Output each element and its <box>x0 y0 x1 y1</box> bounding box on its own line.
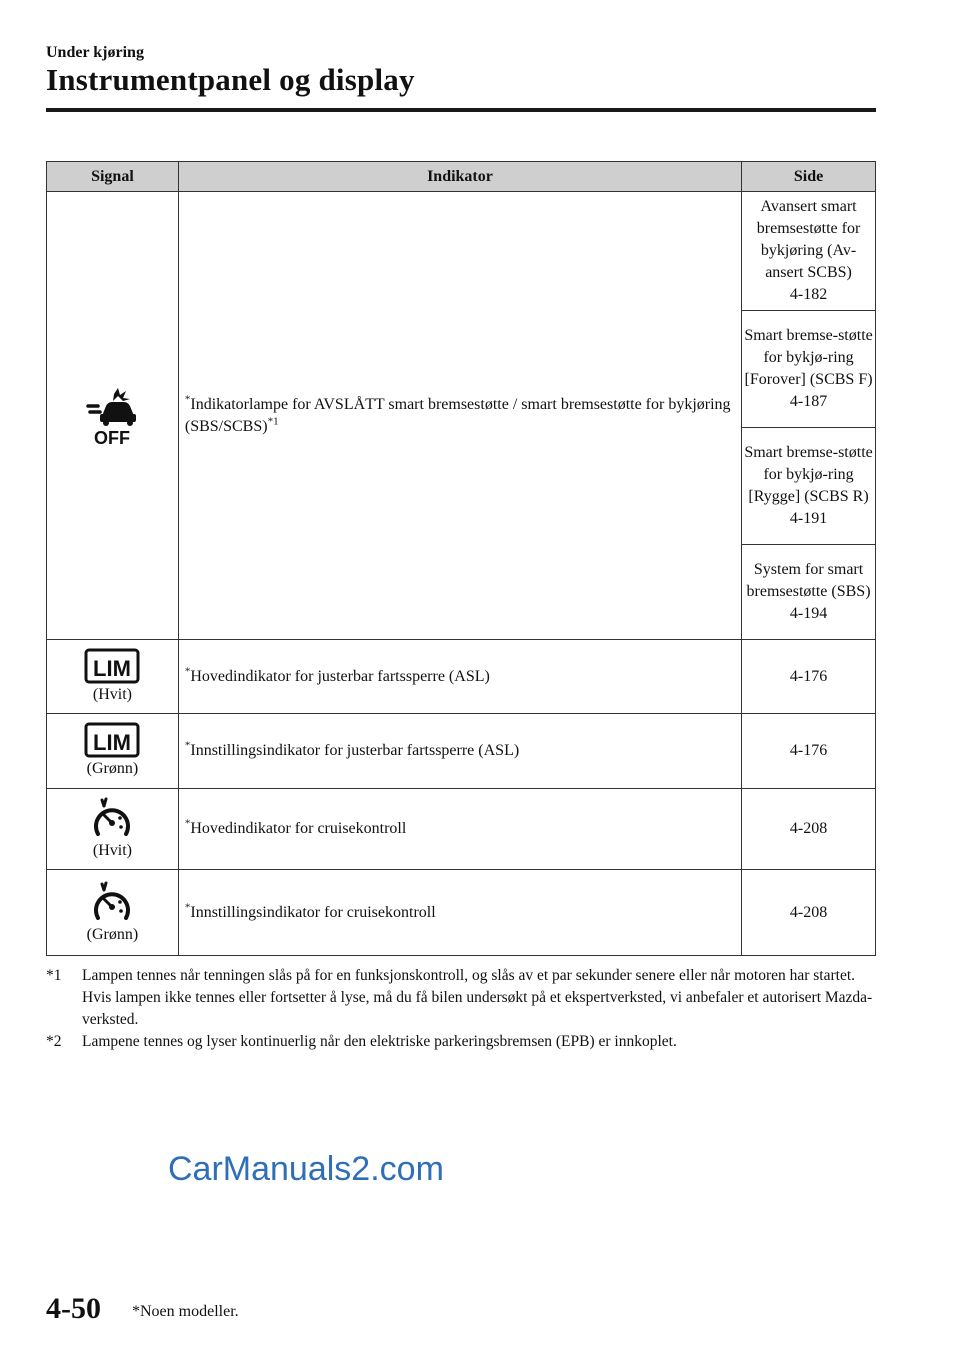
footnote-text: Lampen tennes når tenningen slås på for en funksjonskontroll, og slås av et par sekunder senere eller når motoren har startet. Hvis lampen ikke tennes eller fortsetter å lyse, må du få bilen undersøkt på et ekspertverksted, vi anbefaler et autorisert Mazda-verksted. <box>82 967 873 1028</box>
signal-cell <box>47 640 179 714</box>
side-cell: 4-208 <box>742 789 876 870</box>
lim-icon <box>84 722 140 758</box>
footnote <box>46 1031 876 1053</box>
indicator-cell: *Hovedindikator for justerbar fartssperre (ASL) <box>178 640 741 714</box>
cruise-control-icon <box>90 880 134 924</box>
footnote <box>46 965 876 1031</box>
table-row <box>47 192 876 311</box>
color-label: (Hvit) <box>92 685 132 703</box>
table-row <box>47 714 876 789</box>
page-number: 4-50 <box>46 1292 101 1325</box>
side-cell: 4-176 <box>742 714 876 789</box>
watermark: CarManuals2.com <box>168 1150 444 1188</box>
indicator-cell: *Innstillingsindikator for justerbar fartssperre (ASL) <box>178 714 741 789</box>
signal-cell <box>47 870 179 956</box>
table-row <box>47 870 876 956</box>
header-indikator: Indikator <box>178 162 741 192</box>
signal-cell <box>47 714 179 789</box>
side-cell: Avansert smart bremsestøtte for bykjøring (Av-ansert SCBS) 4-182 <box>742 192 876 311</box>
svg-text:LIM: LIM <box>93 730 132 755</box>
header-side: Side <box>742 162 876 192</box>
section-label: Under kjøring <box>46 44 144 61</box>
indicator-cell: *Indikatorlampe for AVSLÅTT smart bremsestøtte / smart bremsestøtte for bykjøring (SBS/SCBS)$^{*1}$ <box>178 192 741 640</box>
page-title: Instrumentpanel og display <box>46 62 415 97</box>
footnote-mark: *1 <box>46 967 62 984</box>
side-cell: Smart bremse-støtte for bykjø-ring [Rygge] (SCBS R) 4-191 <box>742 428 876 545</box>
color-label: (Grønn) <box>86 925 139 943</box>
signal-table <box>46 161 876 956</box>
cruise-control-icon <box>90 796 134 840</box>
color-label: (Hvit) <box>92 842 132 859</box>
lim-icon <box>84 648 140 684</box>
signal-cell <box>47 789 179 870</box>
header-signal: Signal <box>47 162 179 192</box>
footnote-mark: *2 <box>46 1033 62 1050</box>
footer-note: *Noen modeller. <box>132 1303 239 1320</box>
side-cell: 4-208 <box>742 870 876 956</box>
color-label: (Grønn) <box>86 760 139 777</box>
table-row <box>47 640 876 714</box>
signal-cell <box>47 192 179 640</box>
footnotes <box>46 965 876 1053</box>
svg-text:OFF: OFF <box>94 427 131 446</box>
footnote-text: Lampene tennes og lyser kontinuerlig når den elektriske parkeringsbremsen (EPB) er innkoplet. <box>82 1033 677 1050</box>
svg-text:LIM: LIM <box>93 655 132 681</box>
indicator-cell: *Hovedindikator for cruisekontroll <box>178 789 741 870</box>
side-cell: Smart bremse-støtte for bykjø-ring [Forover] (SCBS F) 4-187 <box>742 311 876 428</box>
title-rule <box>46 108 876 112</box>
table-header-row <box>47 162 876 192</box>
side-cell: System for smart bremsestøtte (SBS) 4-194 <box>742 545 876 640</box>
car-brake-off-icon <box>84 386 140 446</box>
side-cell: 4-176 <box>742 640 876 714</box>
table-row <box>47 789 876 870</box>
indicator-cell: *Innstillingsindikator for cruisekontroll <box>178 870 741 956</box>
